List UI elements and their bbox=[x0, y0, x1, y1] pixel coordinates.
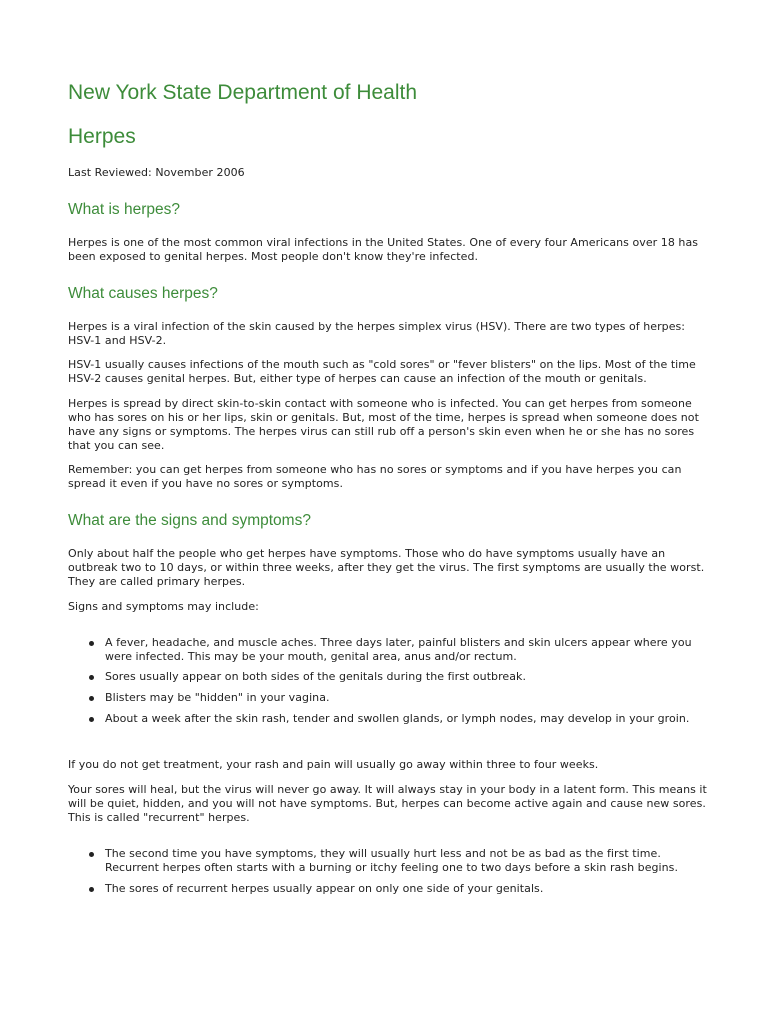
paragraph-symptoms-4: Your sores will heal, but the virus will never go away. It will always stay in your body in a latent form. This means it will be quiet, hidden, and you will not have symptoms. But, herpes can become active again and cause new sores. This is called "recurrent" herpes. bbox=[68, 783, 707, 824]
list-item: The second time you have symptoms, they will usually hurt less and not be as bad as the first time. Recurrent herpes often starts with a burning or itchy feeling one to two days before a skin rash begins. bbox=[68, 847, 708, 875]
bullet-icon bbox=[89, 675, 94, 680]
bullet-icon bbox=[89, 887, 94, 892]
paragraph-causes-4: Remember: you can get herpes from someone who has no sores or symptoms and if you have herpes you can spread it even if you have no sores or symptoms. bbox=[68, 463, 682, 490]
bullet-icon bbox=[89, 696, 94, 701]
list-item: A fever, headache, and muscle aches. Three days later, painful blisters and skin ulcers appear where you were infected. This may be your mouth, genital area, anus and/or rectum. bbox=[68, 636, 708, 664]
heading-signs-and-symptoms: What are the signs and symptoms? bbox=[68, 512, 311, 529]
symptoms-list bbox=[68, 636, 708, 726]
document-title: Herpes bbox=[68, 125, 136, 148]
paragraph-what-is-herpes: Herpes is one of the most common viral infections in the United States. One of every four Americans over 18 has been exposed to genital herpes. Most people don't know they're infected. bbox=[68, 236, 699, 263]
bullet-icon bbox=[89, 641, 94, 646]
list-item: Blisters may be "hidden" in your vagina. bbox=[68, 691, 708, 705]
last-reviewed-date: Last Reviewed: November 2006 bbox=[68, 166, 245, 179]
paragraph-causes-2: HSV-1 usually causes infections of the mouth such as "cold sores" or "fever blisters" on the lips. Most of the time HSV-2 causes genital herpes. But, either type of herpes can cause an infection of the mouth or genitals. bbox=[68, 358, 696, 385]
list-item: The sores of recurrent herpes usually appear on only one side of your genitals. bbox=[68, 882, 708, 896]
bullet-icon bbox=[89, 852, 94, 857]
list-item: About a week after the skin rash, tender and swollen glands, or lymph nodes, may develop in your groin. bbox=[68, 712, 708, 726]
recurrent-list bbox=[68, 847, 708, 896]
organization-title: New York State Department of Health bbox=[68, 81, 418, 104]
list-item: Sores usually appear on both sides of the genitals during the first outbreak. bbox=[68, 670, 708, 684]
heading-what-is-herpes: What is herpes? bbox=[68, 201, 180, 218]
paragraph-causes-1: Herpes is a viral infection of the skin caused by the herpes simplex virus (HSV). There are two types of herpes: HSV-1 and HSV-2. bbox=[68, 320, 686, 347]
paragraph-symptoms-2: Signs and symptoms may include: bbox=[68, 600, 259, 613]
bullet-icon bbox=[89, 717, 94, 722]
paragraph-symptoms-1: Only about half the people who get herpes have symptoms. Those who do have symptoms usually have an outbreak two to 10 days, or within three weeks, after they get the virus. The first symptoms are usually the worst. They are called primary herpes. bbox=[68, 547, 705, 588]
paragraph-symptoms-3: If you do not get treatment, your rash and pain will usually go away within three to four weeks. bbox=[68, 758, 599, 771]
paragraph-causes-3: Herpes is spread by direct skin-to-skin contact with someone who is infected. You can get herpes from someone who has sores on his or her lips, skin or genitals. But, most of the time, herpes is spread when someone does not have any signs or symptoms. The herpes virus can still rub off a person's skin even when he or she has no sores that you can see. bbox=[68, 397, 699, 452]
heading-what-causes-herpes: What causes herpes? bbox=[68, 285, 218, 302]
